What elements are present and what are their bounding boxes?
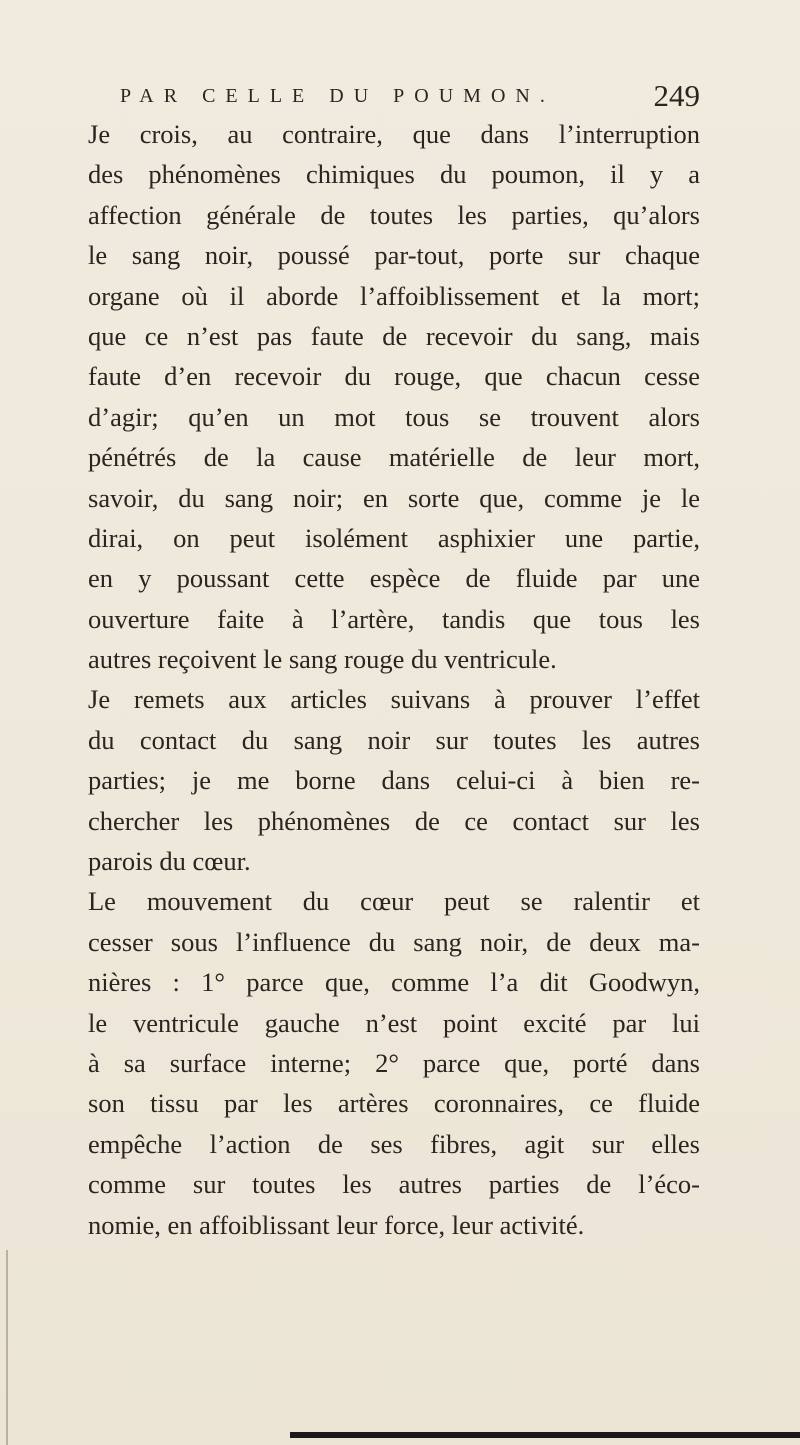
text-line: d’agir; qu’en un mot tous se trouvent alors [88, 401, 700, 432]
text-line: parties; je me borne dans celui-ci à bien re- [88, 765, 700, 796]
text-line: le sang noir, poussé par-tout, porte sur chaque [88, 240, 700, 271]
running-head [120, 76, 700, 116]
text-line: que ce n’est pas faute de recevoir du sang, mais [88, 320, 700, 351]
text-line: parois du cœur. [88, 846, 251, 877]
text-line: du contact du sang noir sur toutes les autres [88, 724, 700, 755]
text-line: son tissu par les artères coronnaires, ce fluide [88, 1088, 700, 1119]
text-line: organe où il aborde l’affoiblissement et la mort; [88, 280, 700, 311]
gutter-shadow [6, 1250, 8, 1445]
text-line: dirai, on peut isolément asphixier une partie, [88, 522, 700, 553]
body-text [88, 114, 700, 1245]
page-number: 249 [653, 78, 700, 113]
text-line: des phénomènes chimiques du poumon, il y a [88, 159, 700, 190]
text-line: ouverture faite à l’artère, tandis que tous les [88, 603, 700, 634]
text-line: cesser sous l’influence du sang noir, de deux ma- [88, 926, 700, 957]
text-line: nières : 1° parce que, comme l’a dit Goodwyn, [88, 967, 700, 998]
text-line: comme sur toutes les autres parties de l’éco- [88, 1169, 700, 1200]
text-line: Le mouvement du cœur peut se ralentir et [88, 886, 700, 917]
running-title: PAR CELLE DU POUMON. [120, 85, 555, 107]
text-line: affection générale de toutes les parties, qu’alors [88, 199, 700, 230]
text-line: Je crois, au contraire, que dans l’interruption [88, 119, 700, 149]
text-line: nomie, en affoiblissant leur force, leur activité. [88, 1209, 585, 1240]
text-line: autres reçoivent le sang rouge du ventricule. [88, 644, 557, 675]
text-line: en y poussant cette espèce de fluide par une [88, 563, 700, 594]
text-line: empêche l’action de ses fibres, agit sur elles [88, 1128, 700, 1159]
text-line: chercher les phénomènes de ce contact sur les [88, 805, 700, 836]
text-line: Je remets aux articles suivans à prouver l’effet [88, 684, 700, 715]
text-line: savoir, du sang noir; en sorte que, comme je le [88, 482, 700, 513]
text-line: pénétrés de la cause matérielle de leur mort, [88, 442, 700, 473]
scan-edge [290, 1432, 800, 1438]
text-line: le ventricule gauche n’est point excité par lui [88, 1007, 700, 1038]
text-line: à sa surface interne; 2° parce que, porté dans [88, 1047, 700, 1078]
text-line: faute d’en recevoir du rouge, que chacun cesse [88, 361, 700, 392]
